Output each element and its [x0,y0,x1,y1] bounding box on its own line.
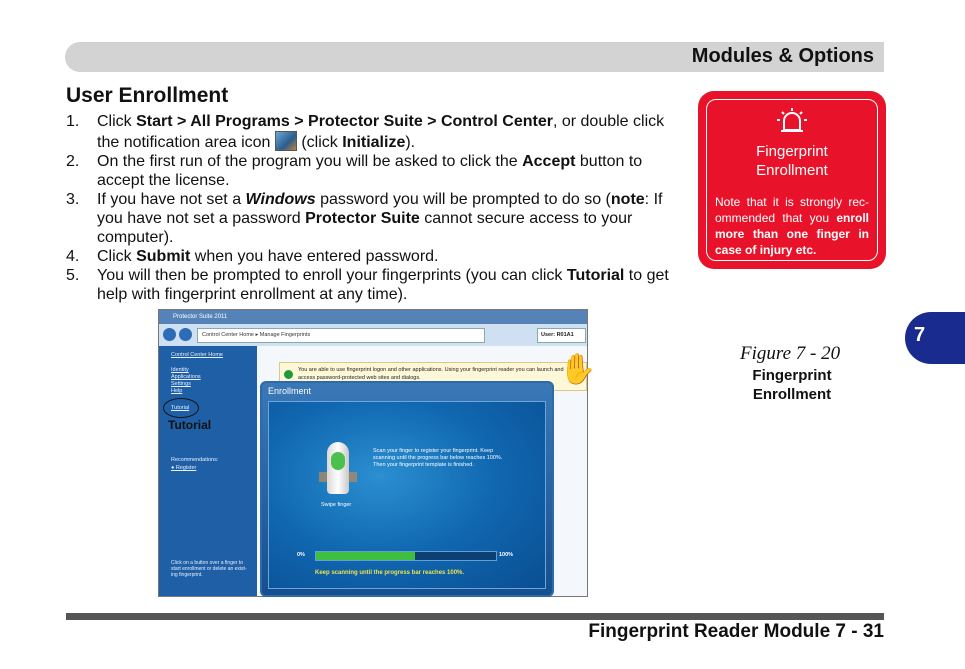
footer-text: Fingerprint Reader Module 7 - 31 [588,621,884,642]
progress-fill [316,552,415,560]
chapter-tab [905,312,965,364]
progress-start-label: 0% [297,552,305,558]
info-banner: You are able to use fingerprint logon and other applications. Using your fingerprint reader you can launch and access password-protected web sites and dialogs. [279,362,587,391]
progress-end-label: 100% [499,552,514,558]
enrollment-dialog [260,381,554,597]
sidebar [159,346,257,596]
sidebar-item-help[interactable]: Help [171,388,183,394]
progress-bar [315,551,497,561]
alarm-bell-icon [707,106,877,141]
footer-bar [66,613,884,620]
dialog-body [268,401,546,589]
list-item: 3. If you have not set a Windows password you will be prompted to do so (note: If you have not set a password Protector Suite cannot secure access to your computer). [66,191,663,246]
list-item: 4. Click Submit when you have entered password. [66,248,439,265]
note-text: Note that it is strongly rec- ommended that you enroll more than one finger in case of injury etc. [715,195,869,257]
sidebar-item-settings[interactable]: Settings [171,381,191,387]
user-field: User: R01A1 [537,328,586,343]
tutorial-callout-label: Tutorial [168,418,212,432]
sidebar-item-tutorial[interactable]: Tutorial [171,405,190,411]
address-breadcrumb[interactable]: Control Center Home ▸ Manage Fingerprints [197,328,485,343]
hand-icon: ✋ [559,353,597,386]
list-item: 2. On the first run of the program you will be asked to click the Accept button to accept the license. [66,153,643,189]
chapter-number: 7 [914,324,926,346]
navigation-bar [159,324,587,346]
swipe-label: Swipe finger [321,502,352,508]
sidebar-item-applications[interactable]: Applications [171,374,201,380]
header-bar [65,42,884,72]
list-item: 1. Click Start > All Programs > Protector Suite > Control Center, or double click the notification area icon (click Initialize). [66,113,665,151]
header-title: Modules & Options [691,45,874,67]
figure-label: Figure 7 - 20 [740,343,841,364]
recommendations-label: Recommendations: [171,457,219,463]
forward-icon[interactable] [179,328,192,341]
tutorial-callout-circle [163,398,199,418]
section-title: User Enrollment [66,84,229,107]
steps-list [66,112,678,304]
dialog-title: Enrollment [268,386,312,396]
keep-scanning-text: Keep scanning until the progress bar reaches 100%. [315,570,465,576]
dialog-instructions: Scan your finger to register your fingerprint. Keep scanning until the progress bar below reaches 100%. Then your fingerprint template is finished. [373,448,503,468]
window-title: Protector Suite 2011 [159,310,587,324]
status-ok-icon [284,370,293,379]
sidebar-hint: Click on a button over a finger to start enrollment or delete an exist- ing fingerprint. [171,560,247,578]
note-title: Fingerprint Enrollment [756,143,828,179]
register-link[interactable]: ● Register [171,465,197,471]
sidebar-item-home[interactable]: Control Center Home [171,352,223,358]
sidebar-item-identity[interactable]: Identity [171,367,189,373]
protector-suite-tray-icon [275,131,297,151]
swipe-arrow-icon [331,452,345,470]
list-item: 5. You will then be prompted to enroll your fingerprints (you can click Tutorial to get help with fingerprint enrollment at any time). [66,267,669,303]
note-box [698,91,886,269]
figure-caption: Fingerprint Enrollment [752,367,832,403]
back-icon[interactable] [163,328,176,341]
figure-screenshot [158,309,597,597]
